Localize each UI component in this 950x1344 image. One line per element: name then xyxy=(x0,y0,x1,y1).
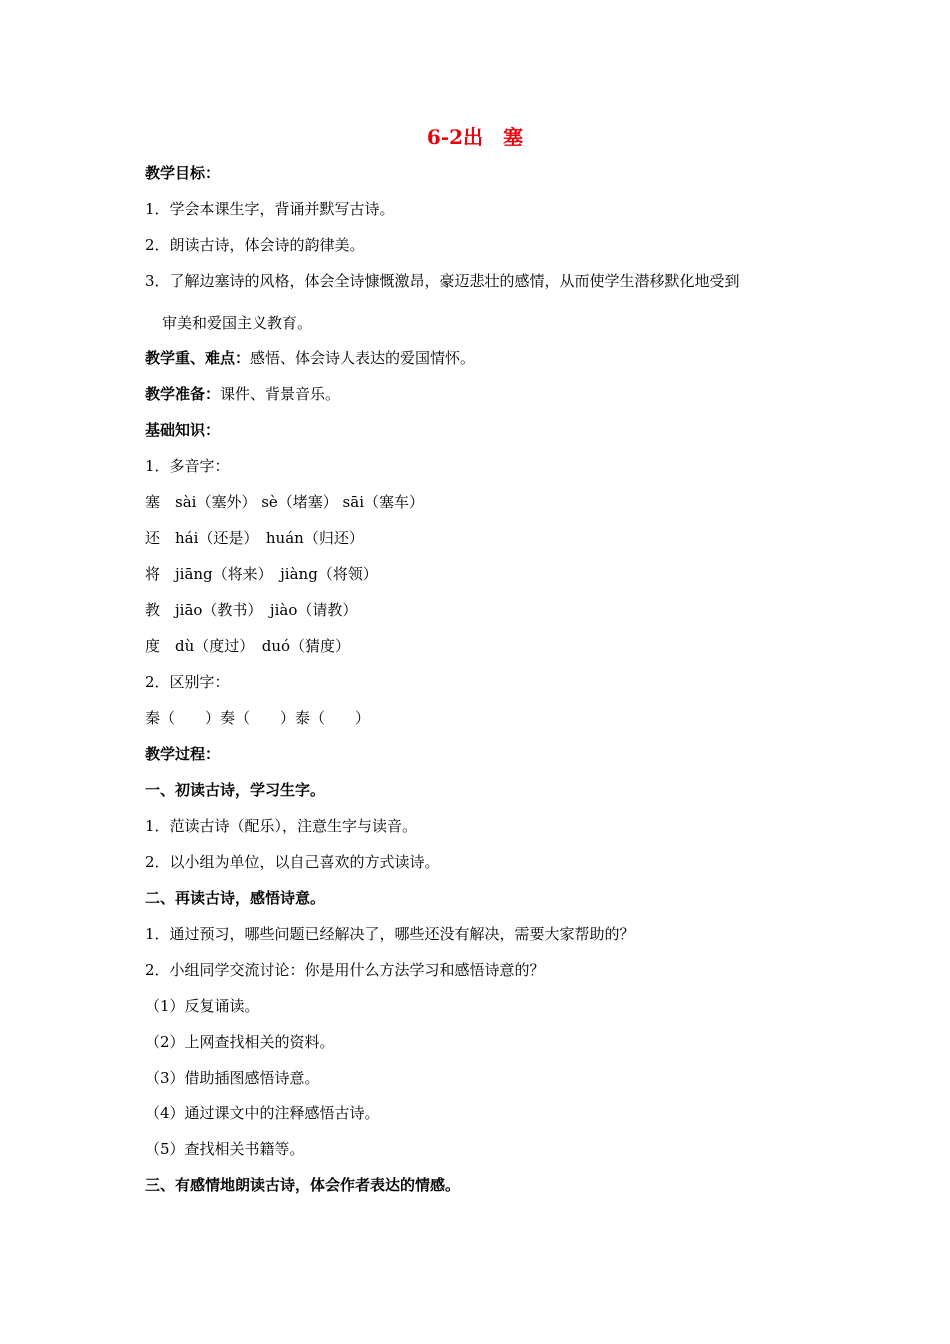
key-points-text: 感悟、体会诗人表达的爱国情怀。 xyxy=(250,349,476,367)
list-item: 1．通过预习，哪些问题已经解决了，哪些还没有解决，需要大家帮助的？ xyxy=(145,925,635,943)
objective-item: 2．朗读古诗，体会诗的韵律美。 xyxy=(145,236,365,254)
polyphonic-row: 还 hái（还是） huán（归还） xyxy=(145,529,364,547)
polyphonic-row: 塞 sài（塞外） sè（堵塞） sāi（塞车） xyxy=(145,493,424,511)
preparation-label: 教学准备： xyxy=(145,385,221,403)
objective-item: 1．学会本课生字，背诵并默写古诗。 xyxy=(145,200,395,218)
sub-list-item: （1）反复诵读。 xyxy=(145,997,260,1015)
list-item: 2．以小组为单位，以自己喜欢的方式读诗。 xyxy=(145,853,440,871)
objective-item-continuation: 审美和爱国主义教育。 xyxy=(162,314,313,332)
preparation-line xyxy=(145,384,340,404)
sub-list-item: （3）借助插图感悟诗意。 xyxy=(145,1069,320,1087)
section-heading: 一、初读古诗，学习生字。 xyxy=(145,781,326,799)
objectives-heading: 教学目标： xyxy=(145,164,221,182)
sub-list-item: （4）通过课文中的注释感悟古诗。 xyxy=(145,1104,380,1122)
section-heading: 二、再读古诗，感悟诗意。 xyxy=(145,889,326,907)
polyphonic-heading: 1．多音字： xyxy=(145,457,230,475)
list-item: 2．小组同学交流讨论：你是用什么方法学习和感悟诗意的？ xyxy=(145,961,545,979)
key-points-label: 教学重、难点： xyxy=(145,349,251,367)
list-item: 1．范读古诗（配乐），注意生字与读音。 xyxy=(145,817,418,835)
sub-list-item: （5）查找相关书籍等。 xyxy=(145,1140,305,1158)
key-points-line xyxy=(145,348,475,368)
distinguish-heading: 2．区别字： xyxy=(145,673,230,691)
preparation-text: 课件、背景音乐。 xyxy=(220,385,341,403)
basics-heading: 基础知识： xyxy=(145,421,221,439)
process-heading: 教学过程： xyxy=(145,745,221,763)
polyphonic-row: 教 jiāo（教书） jiào（请教） xyxy=(145,601,358,619)
page-title: 6-2出 塞 xyxy=(426,125,524,149)
section-heading: 三、有感情地朗读古诗，体会作者表达的情感。 xyxy=(145,1176,461,1194)
polyphonic-row: 度 dù（度过） duó（猜度） xyxy=(145,637,351,655)
objective-item: 3．了解边塞诗的风格，体会全诗慷慨激昂，豪迈悲壮的感情，从而使学生潜移默化地受到 xyxy=(145,272,740,290)
polyphonic-row: 将 jiāng（将来） jiàng（将领） xyxy=(145,565,378,583)
sub-list-item: （2）上网查找相关的资料。 xyxy=(145,1033,335,1051)
distinguish-row: 秦（ ）奏（ ）泰（ ） xyxy=(145,709,371,727)
